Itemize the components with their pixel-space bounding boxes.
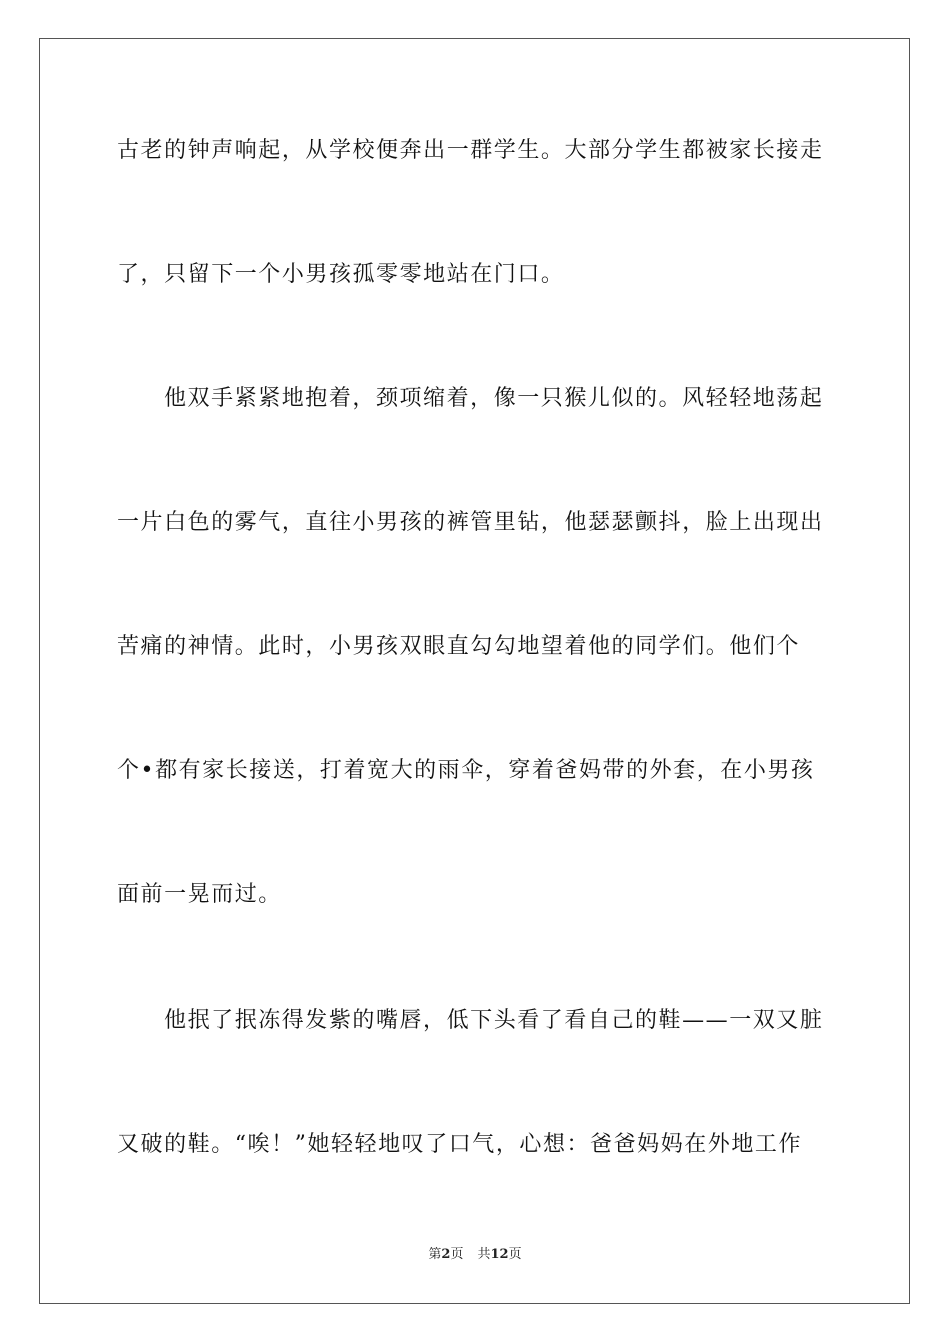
paragraph-2-line-4: 个•都有家长接送，打着宽大的雨伞，穿着爸妈带的外套，在小男孩 <box>117 758 815 783</box>
paragraph-3-line-2: 又破的鞋。“唉！”她轻轻地叹了口气，心想：爸爸妈妈在外地工作 <box>117 1132 802 1157</box>
page-border <box>39 38 910 1304</box>
footer-page-prefix: 第 <box>428 1247 442 1262</box>
paragraph-1-line-2: 了，只留下一个小男孩孤零零地站在门口。 <box>117 262 565 287</box>
paragraph-2-line-1: 他双手紧紧地抱着，颈项缩着，像一只猴儿似的。风轻轻地荡起 <box>164 386 824 411</box>
paragraph-2-line-3: 苦痛的神情。此时，小男孩双眼直勾勾地望着他的同学们。他们个 <box>117 634 800 659</box>
footer-total-prefix: 共 <box>477 1247 491 1262</box>
footer-total-number: 12 <box>490 1247 509 1262</box>
footer-total-suffix: 页 <box>508 1247 522 1262</box>
paragraph-2-line-2: 一片白色的雾气，直往小男孩的裤管里钻，他瑟瑟颤抖，脸上出现出 <box>117 510 824 535</box>
footer-page-suffix: 页 <box>450 1247 464 1262</box>
footer-page-number: 2 <box>441 1247 451 1262</box>
paragraph-1-line-1: 古老的钟声响起，从学校便奔出一群学生。大部分学生都被家长接走 <box>117 138 824 163</box>
paragraph-2-line-5: 面前一晃而过。 <box>117 882 282 907</box>
paragraph-3-line-1: 他抿了抿冻得发紫的嘴唇，低下头看了看自己的鞋——一双又脏 <box>164 1008 824 1033</box>
page-footer <box>0 1246 950 1264</box>
